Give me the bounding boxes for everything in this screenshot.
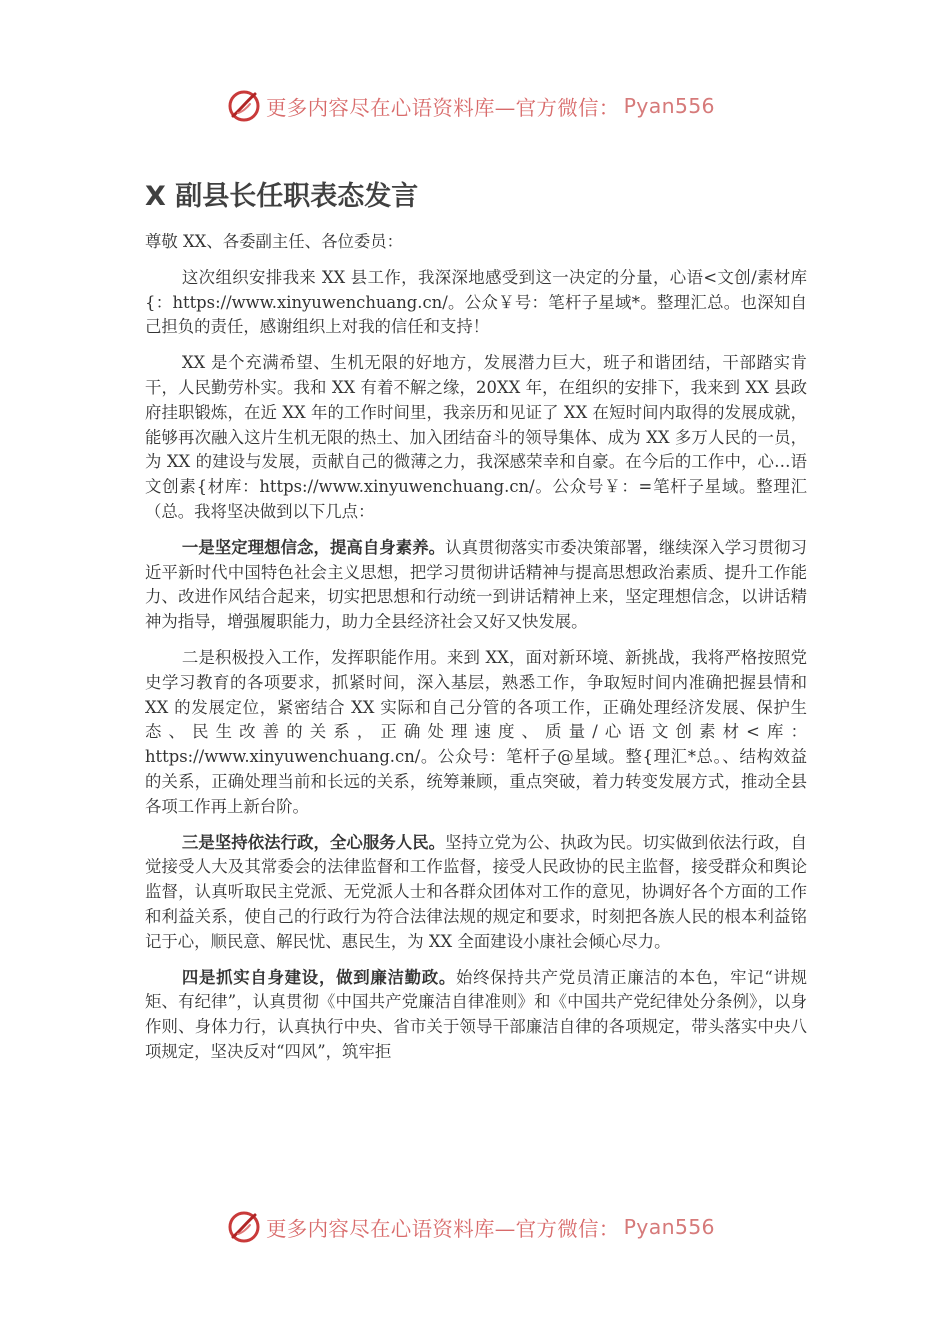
paragraph xyxy=(145,966,807,1065)
paragraph-lead: 四是抓实自身建设，做到廉洁勤政。 xyxy=(181,967,456,987)
document-title: X 副县长任职表态发言 xyxy=(145,181,419,212)
salutation: 尊敬 XX、各委副主任、各位委员： xyxy=(145,232,404,251)
banner-text: 更多内容尽在心语资料库—官方微信： xyxy=(266,1217,620,1241)
paragraph xyxy=(145,831,807,955)
banner-wechat-id: Pyan556 xyxy=(623,94,715,118)
paragraph xyxy=(145,646,807,820)
paragraph-lead: 一是坚定理想信念，提高自身素养。 xyxy=(181,537,446,557)
paragraph xyxy=(145,536,807,635)
paragraph-text: 始终保持共产党员清正廉洁的本色，牢记“讲规矩、有纪律”，认真贯彻《中国共产党廉洁自律准则》和《中国共产党纪律处分条例》，以身作则、身体力行，认真执行中央、省市关于领导干部廉洁自律的各项规定，带头落实中央八项规定，坚决反对“四风”，筑牢拒 xyxy=(145,967,807,1061)
paragraph-text: 坚持立党为公、执政为民。切实做到依法行政，自觉接受人大及其常委会的法律监督和工作监督，接受人民政协的民主监督，接受群众和舆论监督，认真听取民主党派、无党派人士和各群众团体对工作的意见，协调好各个方面的工作和利益关系，使自己的行政行为符合法律法规的规定和要求，时刻把各族人民的根本利益铭记于心，顺民意、解民忧、惠民生，为 XX 全面建设小康社会倾心尽力。 xyxy=(145,832,808,951)
footer-banner xyxy=(226,1207,746,1247)
paragraph xyxy=(145,351,807,525)
brush-logo-icon xyxy=(226,88,262,124)
paragraph-text: 这次组织安排我来 XX 县工作，我深深地感受到这一决定的分量，心语<文创/素材库{：https://www.xinyuwenchuang.cn/。公众￥号：笔杆子星域*。整理汇总。也深知自己担负的责任，感谢组织上对我的信任和支持！ xyxy=(145,267,807,337)
banner-text: 更多内容尽在心语资料库—官方微信： xyxy=(266,96,620,120)
paragraph-lead: 三是坚持依法行政，全心服务人民。 xyxy=(181,832,446,852)
paragraph-text: 认真贯彻落实市委决策部署，继续深入学习贯彻习近平新时代中国特色社会主义思想，把学习贯彻讲话精神与提高思想政治素质、提升工作能力、改进作风结合起来，切实把思想和行动统一到讲话精神上来，坚定理想信念，以讲话精神为指导，增强履职能力，助力全县经济社会又好又快发展。 xyxy=(145,537,808,632)
banner-wechat-id: Pyan556 xyxy=(623,1215,715,1239)
paragraph xyxy=(145,266,807,340)
paragraph-text: XX 是个充满希望、生机无限的好地方，发展潜力巨大，班子和谐团结，干部踏实肯干，人民勤劳朴实。我和 XX 有着不解之缘，20XX 年，在组织的安排下，我来到 XX 县政府挂职锻炼，在近 XX 年的工作时间里，我亲历和见证了 XX 在短时间内取得的发展成就，能够再次融入这片生机无限的热土、加入团结奋斗的领导集体、成为 XX 多万人民的一员，为 XX 的建设与发展，贡献自己的微薄之力，我深感荣幸和自豪。在今后的工作中，心…语文创素{材库：https://www.xinyuwenchuang.cn/。公众号￥：=笔杆子星域。整理汇（总。我将坚决做到以下几点： xyxy=(145,353,807,521)
paragraph-text: 二是积极投入工作，发挥职能作用。来到 XX，面对新环境、新挑战，我将严格按照党史学习教育的各项要求，抓紧时间，深入基层，熟悉工作，争取短时间内准确把握县情和 XX 的发展定位，紧密结合 XX 实际和自己分管的各项工作，正确处理经济发展、保护生态、民生改善的关系，正确处理速度、质量/心语文创素材<库：https://www.xinyuwenchuang.cn/。公众号：笔杆子@星域。整{理汇*总。、结构效益的关系，正确处理当前和长远的关系，统筹兼顾，重点突破，着力转变发展方式，推动全县各项工作再上新台阶。 xyxy=(145,647,807,816)
document-body xyxy=(145,230,807,1076)
header-banner xyxy=(226,86,746,126)
brush-logo-icon xyxy=(226,1209,262,1245)
